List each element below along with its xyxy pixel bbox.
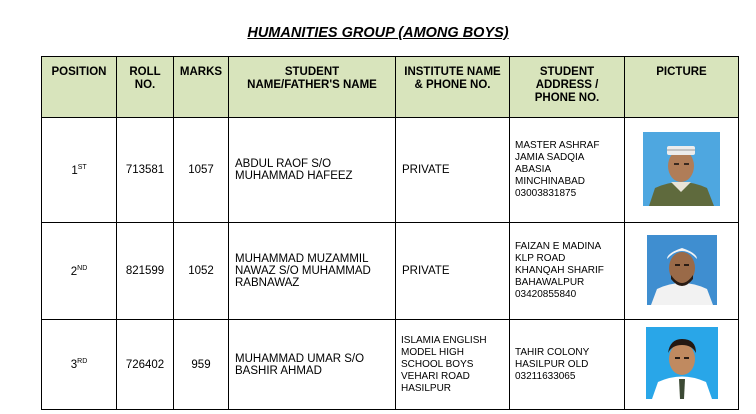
address-cell: TAHIR COLONY HASILPUR OLD 03211633065 [510, 320, 625, 410]
student-name-cell: ABDUL RAOF S/O MUHAMMAD HAFEEZ [229, 118, 396, 223]
page-title: HUMANITIES GROUP (AMONG BOYS) [247, 25, 509, 41]
picture-cell [625, 223, 739, 320]
student-name-cell: MUHAMMAD UMAR S/O BASHIR AHMAD [229, 320, 396, 410]
institute-cell: PRIVATE [396, 223, 510, 320]
marks-cell: 1057 [174, 118, 229, 223]
position-cell: 3RD [42, 320, 117, 410]
header-marks: MARKS [174, 57, 229, 118]
header-institute: INSTITUTE NAME & PHONE NO. [396, 57, 510, 118]
institute-cell: ISLAMIA ENGLISH MODEL HIGH SCHOOL BOYS VEHARI ROAD HASILPUR [396, 320, 510, 410]
header-student: STUDENT NAME/FATHER'S NAME [229, 57, 396, 118]
institute-cell: PRIVATE [396, 118, 510, 223]
header-row [42, 57, 739, 118]
roll-cell: 726402 [117, 320, 174, 410]
student-name-cell: MUHAMMAD MUZAMMIL NAWAZ S/O MUHAMMAD RABNAWAZ [229, 223, 396, 320]
position-cell: 1ST [42, 118, 117, 223]
picture-cell [625, 320, 739, 410]
header-roll: ROLL NO. [117, 57, 174, 118]
header-picture: PICTURE [625, 57, 739, 118]
roll-cell: 821599 [117, 223, 174, 320]
header-position: POSITION [42, 57, 117, 118]
table-row [42, 118, 739, 223]
header-address: STUDENT ADDRESS / PHONE NO. [510, 57, 625, 118]
position-cell: 2ND [42, 223, 117, 320]
student-photo [643, 132, 720, 206]
marks-cell: 959 [174, 320, 229, 410]
picture-cell [625, 118, 739, 223]
marks-cell: 1052 [174, 223, 229, 320]
table-row [42, 320, 739, 410]
address-cell: FAIZAN E MADINA KLP ROAD KHANQAH SHARIF BAHAWALPUR 03420855840 [510, 223, 625, 320]
student-photo [646, 327, 718, 399]
roll-cell: 713581 [117, 118, 174, 223]
results-table [41, 56, 739, 410]
address-cell: MASTER ASHRAF JAMIA SADQIA ABASIA MINCHINABAD 03003831875 [510, 118, 625, 223]
student-photo [647, 235, 717, 305]
table-row [42, 223, 739, 320]
